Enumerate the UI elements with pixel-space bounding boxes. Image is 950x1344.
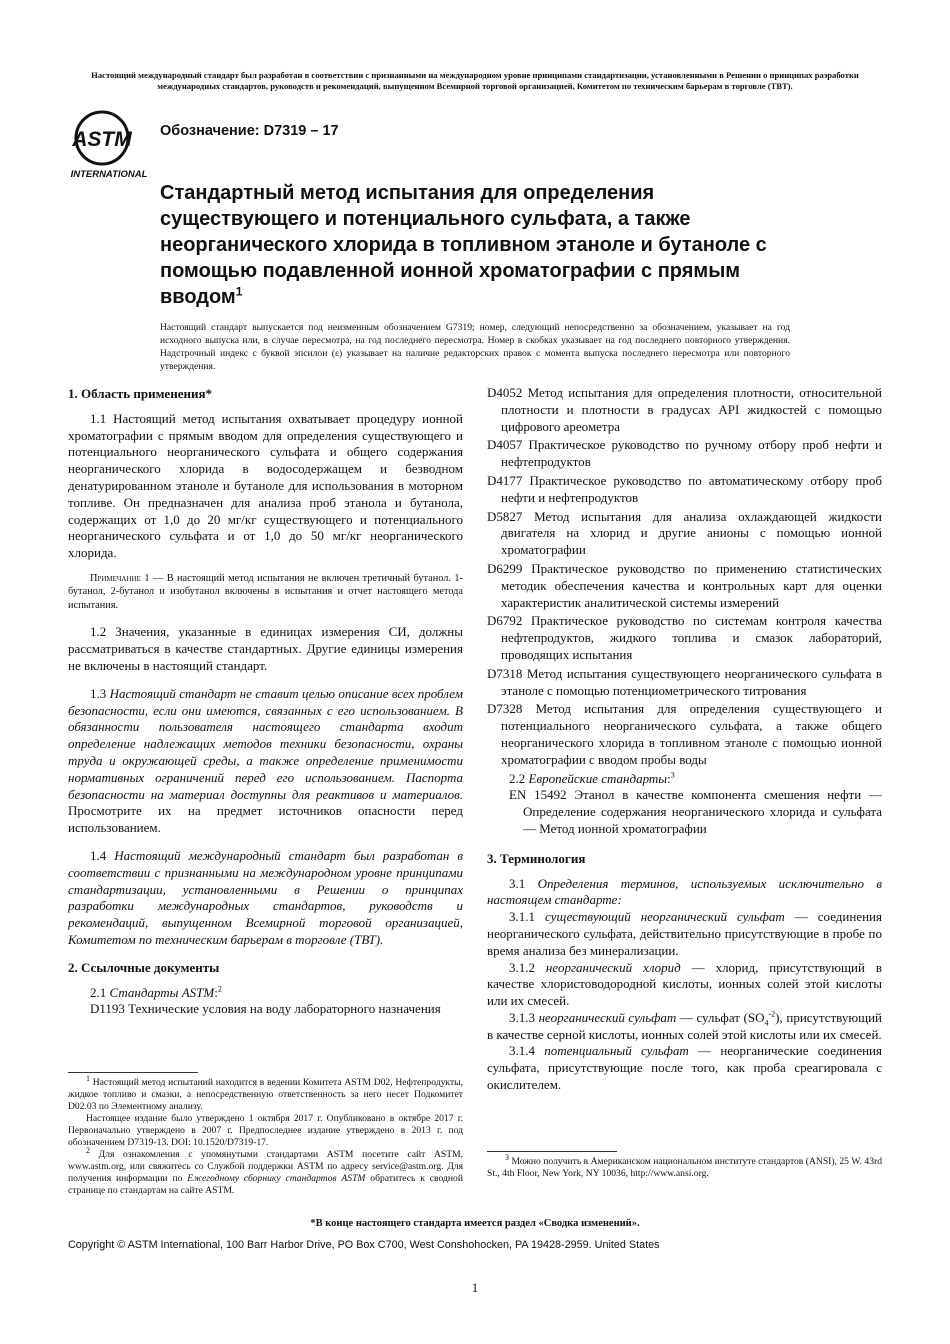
designation: Обозначение: D7319 – 17 <box>160 123 339 139</box>
logo-subtext: INTERNATIONAL <box>70 169 148 180</box>
footnote-3: $^3$ Можно получить в Американском национальном институте стандартов (ANSI), 25 W. 43rd St., 4th Floor, New York, NY 10036, http://www.ansi.org. <box>487 1152 882 1179</box>
note-1: Примечание 1 — В настоящий метод испытания не включен третичный бутанол. 1-бутанол, 2-бутанол и изобутанол включены в испытания и отчет настоящего метода испытания. <box>68 572 463 611</box>
issuance-note: Настоящий стандарт выпускается под неизменным обозначением G7319; номер, следующий непосредственно за обозначением, указывает на год исходного выпуска или, в случае пересмотра, на год последнего пересмотра. Номер в скобках указывает на год последнего повторного утверждения. Надстрочный индекс с буквой эпсилон (ε) указывает на наличие редакторских правок с момента выпуска последнего пересмотра или повторного утверждения. <box>160 322 790 372</box>
section-1-heading: 1. Область применения* <box>68 386 212 401</box>
ref-d4052: D4052 Метод испытания для определения плотности, относительной плотности и плотности в градусах API жидкостей с помощью цифрового ареометра <box>487 385 882 434</box>
para-1-1: 1.1 Настоящий метод испытания охватывает процедуру ионной хроматографии с прямым вводом для определения существующего и потенциального неорганического сульфата и общего содержания неорганического хлорида в водосодержащем и безводном денатурированном этаноле и бутаноле для использования в моторном топливе. Он предназначен для анализа проб этанола и бутанола, содержащих от 1,0 до 20 мг/кг существующего и потенциального неорганического сульфата и от 1,0 до 50 мг/кг неорганического хлорида. <box>68 410 463 561</box>
page-number: 1 <box>471 1280 479 1295</box>
para-1-4: 1.4 Настоящий международный стандарт был разработан в соответствии с признанными на международном уровне принципами стандартизации, установленными в Решении о принципах разработки международных стандартов, руководств и рекомендаций, выпущенном Всемирной торговой организацией, Комитетом по техническим барьерам в торговле (ТВТ). <box>68 848 464 948</box>
ref-d4057: D4057 Практическое руководство по ручному отбору проб нефти и нефтепродуктов <box>487 437 882 470</box>
ref-en15492: EN 15492 Этанол в качестве компонента смешения нефти — Определение содержания неорганического хлорида и сульфата — Метод ионной хроматографии <box>509 787 882 836</box>
footnotes-right <box>487 1151 882 1180</box>
para-2-2: 2.2 Европейские стандарты:$^3$ <box>509 770 675 786</box>
para-3-1-2: 3.1.2 неорганический хлорид — хлорид, присутствующий в качестве хлористоводородной кислоты, ионных солей этой кислоты или их смесей. <box>487 959 882 1009</box>
left-column <box>68 386 464 1196</box>
right-column <box>487 385 883 1179</box>
ref-d7318: D7318 Метод испытания существующего неорганического сульфата в этаноле с помощью потенциометрического титрования <box>487 665 882 698</box>
section-2-heading: 2. Ссылочные документы <box>68 959 220 975</box>
summary-of-changes-note: *В конце настоящего стандарта имеется раздел «Сводка изменений». <box>310 1218 640 1229</box>
para-1-3: 1.3 Настоящий стандарт не ставит целью описание всех проблем безопасности, если они имеются, связанных с его использованием. В обязанности пользователя настоящего стандарта входит определение надлежащих методов техники безопасности, охраны труда и окружающей среды, а также определение применимости нормативных ограничений перед его использованием. Паспорта безопасности на материал доступны для реактивов и материалов. Просмотрите их на предмет источников опасности перед использованием. <box>68 685 463 836</box>
copyright: Copyright © ASTM International, 100 Barr Harbor Drive, PO Box C700, West Conshohocken, PA 19428-2959. United States <box>68 1239 660 1251</box>
footnotes-left <box>68 1072 463 1197</box>
para-3-1-1: 3.1.1 существующий неорганический сульфат — соединения неорганического сульфата, действительно присутствующие в пробе по время анализа без минерализации. <box>487 909 882 958</box>
para-2-1: 2.1 Стандарты ASTM:$^2$ <box>90 984 222 1000</box>
astm-logo <box>66 108 152 180</box>
para-3-1-4: 3.1.4 потенциальный сульфат — неорганические соединения сульфата, присутствующие после того, как проба среагировала с окислителем. <box>487 1043 882 1093</box>
footnote-1-edition: Настоящее издание было утверждено 1 октября 2017 г. Опубликовано в октябре 2017 г. Первоначально утверждено в 2007 г. Предпоследнее издание утверждено в 2013 г. под обозначением D7319-13. DOI: 10.1520/D7319-17. <box>68 1113 463 1148</box>
ref-d7328: D7328 Метод испытания для определения существующего и потенциального неорганического сульфата, а также общего неорганического хлорида в топливном этаноле с помощью ионной хроматографии с вводом пробы воды <box>487 701 882 767</box>
logo-text: ASTM <box>72 128 132 151</box>
ref-d4177: D4177 Практическое руководство по автоматическому отбору проб нефти и нефтепродуктов <box>487 472 882 505</box>
ref-d6792: D6792 Практическое руководство по системам контроля качества нефтепродуктов, жидкого топлива и смазок лабораторий, проводящих испытания <box>487 613 882 662</box>
ref-d6299: D6299 Практическое руководство по применению статистических методик обеспечения качества и контрольных карт для оценки характеристик аналитической системы измерений <box>487 560 882 610</box>
para-3-1-3: 3.1.3 неорганический сульфат — сульфат $(SO_4^{-2})$, присутствующий в качестве серной кислоты, ионных солей этой кислоты или их смесей. <box>487 1009 882 1042</box>
ref-d1193: D1193 Технические условия на воду лабораторного назначения <box>90 1001 441 1017</box>
footnote-1: $^1$ Настоящий метод испытаний находится в ведении Комитета ASTM D02, Нефтепродукты, жидкое топливо и смазки, а непосредственную ответственность за него несет Подкомитет D02.03 по Элементному анализу. <box>68 1073 463 1112</box>
section-3-heading: 3. Терминология <box>487 850 586 866</box>
para-1-2: 1.2 Значения, указанные в единицах измерения СИ, должны рассматриваться в качестве стандартных. Другие единицы измерения не включены в настоящий стандарт. <box>68 624 463 674</box>
document-title: Стандартный метод испытания для определения существующего и потенциального сульфата, а также неорганического хлорида в топливном этаноле и бутаноле с помощью подавленной ионной хроматографии с прямым вводом$^1$ <box>160 182 767 308</box>
wto-notice: Настоящий международный стандарт был разработан в соответствии с признанными на международном уровне принципами стандартизации, установленными в Решении о принципах разработки международных стандартов, руководств и рекомендаций, выпущенном Всемирной торговой организацией, Комитетом по техническим барьерам в торговле (ТВТ). <box>91 70 859 91</box>
para-3-1: 3.1 Определения терминов, используемых исключительно в настоящем стандарте: <box>487 875 883 908</box>
ref-d5827: D5827 Метод испытания для анализа охлаждающей жидкости двигателя на хлорид и другие анионы с помощью ионной хроматографии <box>487 508 882 558</box>
footnote-2: $^2$ Для ознакомления с упомянутыми стандартами ASTM посетите сайт ASTM, www.astm.org, или свяжитесь со Службой поддержки ASTM по адресу service@astm.org. Для получения информации по Ежегодному сборнику стандартов ASTM обратитесь к сводной странице по стандартам на сайте ASTM. <box>68 1145 463 1196</box>
